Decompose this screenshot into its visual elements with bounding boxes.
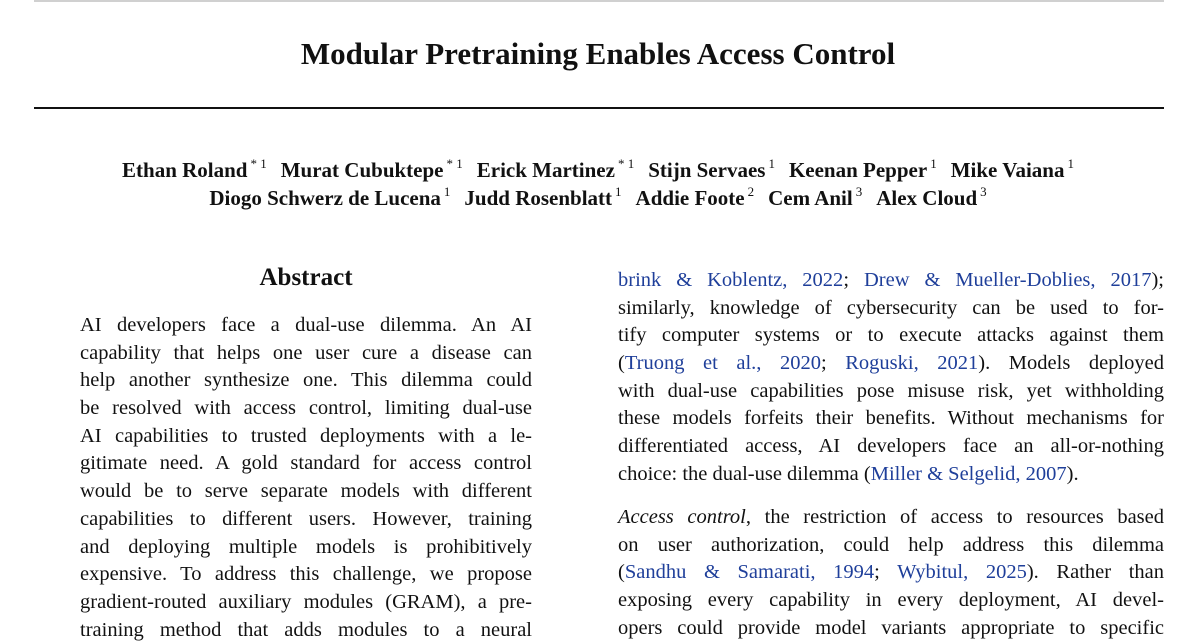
intro-paragraph-1	[618, 267, 1164, 489]
author-line-2	[0, 186, 1196, 211]
abstract-line: help another synthesize one. This dilemma could	[80, 369, 532, 392]
author-affiliation: 1	[930, 156, 937, 171]
abstract-body	[80, 312, 532, 641]
text-line: on user authorization, could help address this dilemma	[618, 533, 1164, 556]
author-name: Addie Foote	[635, 186, 745, 210]
abstract-line: would be to serve separate models with different	[80, 480, 532, 503]
text-fragment: ). Rather than	[1026, 561, 1164, 584]
text-line: these models forfeits their benefits. Without mechanisms for	[618, 407, 1164, 430]
author	[789, 158, 937, 183]
text-line	[618, 504, 1164, 532]
author-name: Murat Cubuktepe	[280, 158, 444, 182]
punctuation: ).	[1066, 462, 1079, 485]
text-line	[618, 461, 1164, 489]
separator: ;	[843, 269, 850, 291]
author	[636, 186, 755, 211]
separator: ;	[820, 352, 827, 375]
abstract-line: capability that helps one user cure a disease can	[80, 341, 532, 364]
author-affiliation: * 1	[250, 156, 267, 171]
citation-link[interactable]: Miller & Selgelid, 2007	[870, 462, 1067, 485]
author-name: Ethan Roland	[122, 158, 248, 182]
punctuation: (	[618, 352, 625, 375]
author-name: Mike Vaiana	[950, 158, 1065, 182]
author-affiliation: 3	[855, 184, 863, 199]
emphasis-term: Access control	[618, 506, 746, 528]
abstract-line: AI developers face a dual-use dilemma. An AI	[80, 314, 532, 336]
author-name: Keenan Pepper	[788, 158, 928, 182]
text-line: opers could provide model variants appropriate to specific	[618, 616, 1164, 639]
abstract-line: gitimate need. A gold standard for access control	[80, 452, 532, 475]
citation-link[interactable]: Drew & Mueller-Doblies, 2017	[863, 269, 1152, 291]
text-fragment: choice: the dual-use dilemma (	[618, 462, 871, 485]
text-line	[618, 350, 1164, 378]
abstract-line: and deploying multiple models is prohibitively	[80, 535, 532, 558]
author-name: Diogo Schwerz de Lucena	[209, 186, 441, 210]
author-affiliation: 2	[747, 184, 755, 199]
author	[477, 158, 634, 183]
paper-title: Modular Pretraining Enables Access Control	[300, 36, 896, 71]
abstract-line: be resolved with access control, limiting dual-use	[80, 397, 532, 420]
author-line-1	[0, 158, 1196, 183]
citation-link[interactable]: Wybitul, 2025	[897, 561, 1027, 584]
text-fragment: ). Models deployed	[978, 352, 1164, 375]
author	[951, 158, 1074, 183]
citation-link[interactable]: Sandhu & Samarati, 1994	[624, 561, 875, 584]
text-line: exposing every capability in every deployment, AI devel-	[618, 589, 1164, 612]
title-rule	[34, 107, 1164, 109]
author-affiliation: 1	[615, 184, 622, 199]
separator: ;	[874, 561, 880, 584]
author-name: Alex Cloud	[876, 186, 978, 210]
citation-link[interactable]: brink & Koblentz, 2022	[618, 269, 844, 291]
author	[768, 186, 862, 211]
author	[281, 158, 463, 183]
author-affiliation: * 1	[446, 156, 463, 171]
abstract-line: AI capabilities to trusted deployments with a le-	[80, 424, 532, 447]
abstract-line: capabilities to different users. However, training	[80, 507, 532, 530]
punctuation: );	[1151, 269, 1165, 291]
author	[464, 186, 621, 211]
intro-paragraph-2	[618, 504, 1165, 639]
author	[122, 158, 267, 183]
author	[876, 186, 986, 211]
text-line	[618, 559, 1164, 587]
author-affiliation: 1	[1067, 156, 1074, 171]
citation-link[interactable]: Roguski, 2021	[845, 352, 979, 375]
author	[209, 186, 450, 211]
author-affiliation: 3	[980, 184, 987, 199]
author-name: Cem Anil	[768, 186, 853, 210]
author-affiliation: 1	[768, 156, 775, 171]
citation-link[interactable]: Truong et al., 2020	[624, 352, 821, 375]
text-line: with dual-use capabilities pose misuse risk, yet withholding	[618, 379, 1164, 402]
author	[648, 158, 775, 183]
author-name: Erick Martinez	[476, 158, 615, 182]
author-name: Stijn Servaes	[648, 158, 766, 182]
abstract-line: gradient-routed auxiliary modules (GRAM), a pre-	[80, 590, 532, 613]
abstract-line: training method that adds modules to a neural	[80, 618, 532, 641]
text-fragment: , the restriction of access to resources based	[745, 506, 1165, 528]
punctuation: (	[618, 561, 625, 584]
text-line: tify computer systems or to execute attacks against them	[618, 324, 1164, 347]
abstract-heading: Abstract	[259, 264, 353, 291]
author-affiliation: 1	[443, 184, 451, 199]
top-rule	[34, 0, 1164, 2]
text-line: differentiated access, AI developers face an all-or-nothing	[618, 435, 1164, 458]
author-affiliation: * 1	[617, 156, 635, 171]
author-name: Judd Rosenblatt	[464, 186, 613, 210]
abstract-line: expensive. To address this challenge, we propose	[80, 563, 532, 586]
text-line: similarly, knowledge of cybersecurity can be used to for-	[618, 296, 1164, 319]
text-line	[618, 267, 1164, 295]
